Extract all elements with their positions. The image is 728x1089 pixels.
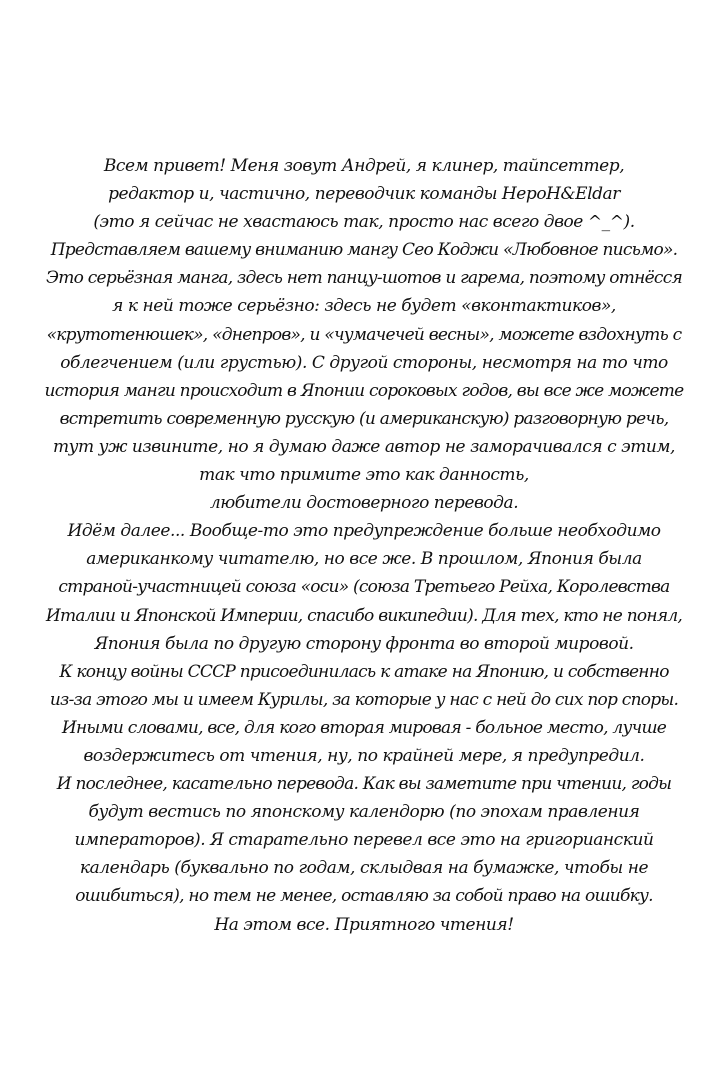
text-line: из-за этого мы и имеем Курилы, за которые у нас с ней до сих пор споры. xyxy=(49,689,679,710)
text-line: Всем привет! Меня зовут Андрей, я клинер, тайпсеттер, xyxy=(103,156,625,176)
text-line: императоров). Я старательно перевел все это на григорианский xyxy=(74,830,654,851)
text-line: ошибиться), но тем не менее, оставляю за собой право на ошибку. xyxy=(75,886,653,907)
text-line: Италии и Японской Империи, спасибо википедии). Для тех, кто не понял, xyxy=(45,605,683,626)
text-line: я к ней тоже серьёзно: здесь не будет «вконтактиков», xyxy=(112,296,616,317)
text-line: Идём далее... Вообще-то это предупреждение больше необходимо xyxy=(67,521,661,542)
text-line: будут вестись по японскому календорю (по эпохам правления xyxy=(88,802,640,823)
text-line: (это я сейчас не хвастаюсь так, просто нас всего двое ^_^). xyxy=(93,212,635,233)
text-line: страной-участницей союза «оси» (союза Третьего Рейха, Королевства xyxy=(58,577,670,598)
text-line: американкому читателю, но все же. В прошлом, Япония была xyxy=(86,549,642,570)
text-line: К концу войны СССР присоединилась к атаке на Японию, и собственно xyxy=(59,661,669,682)
text-line: любители достоверного перевода. xyxy=(209,493,519,514)
text-line: Япония была по другую сторону фронта во второй мировой. xyxy=(94,633,634,654)
text-line: На этом все. Приятного чтения! xyxy=(214,914,514,935)
translator-note xyxy=(20,152,708,939)
text-line: тут уж извините, но я думаю даже автор не заморачивался с этим, xyxy=(52,436,676,457)
text-line: история манги происходит в Японии сороковых годов, вы все же можете xyxy=(44,380,684,401)
text-line: «крутотенюшек», «днепров», и «чумачечей весны», можете вздохнуть с xyxy=(46,324,682,345)
text-line: редактор и, частично, переводчик команды НероН&Eldar xyxy=(108,184,620,205)
text-line: так что примите это как данность, xyxy=(199,465,529,486)
text-line: облегчением (или грустью). С другой стороны, несмотря на то что xyxy=(60,352,668,373)
text-line: встретить современную русскую (и американскую) разговорную речь, xyxy=(59,408,669,429)
text-line: И последнее, касательно перевода. Как вы заметите при чтении, годы xyxy=(56,774,672,795)
text-line: календарь (буквально по годам, склыдвая на бумажке, чтобы не xyxy=(79,858,649,879)
text-line: воздержитесь от чтения, ну, по крайней мере, я предупредил. xyxy=(83,745,645,766)
text-line: Иными словами, все, для кого вторая мировая - больное место, лучше xyxy=(61,717,667,738)
text-line: Это серьёзная манга, здесь нет панцу-шотов и гарема, поэтому отнёсся xyxy=(46,268,682,289)
text-line: Представляем вашему вниманию мангу Сео Коджи «Любовное письмо». xyxy=(50,240,678,261)
